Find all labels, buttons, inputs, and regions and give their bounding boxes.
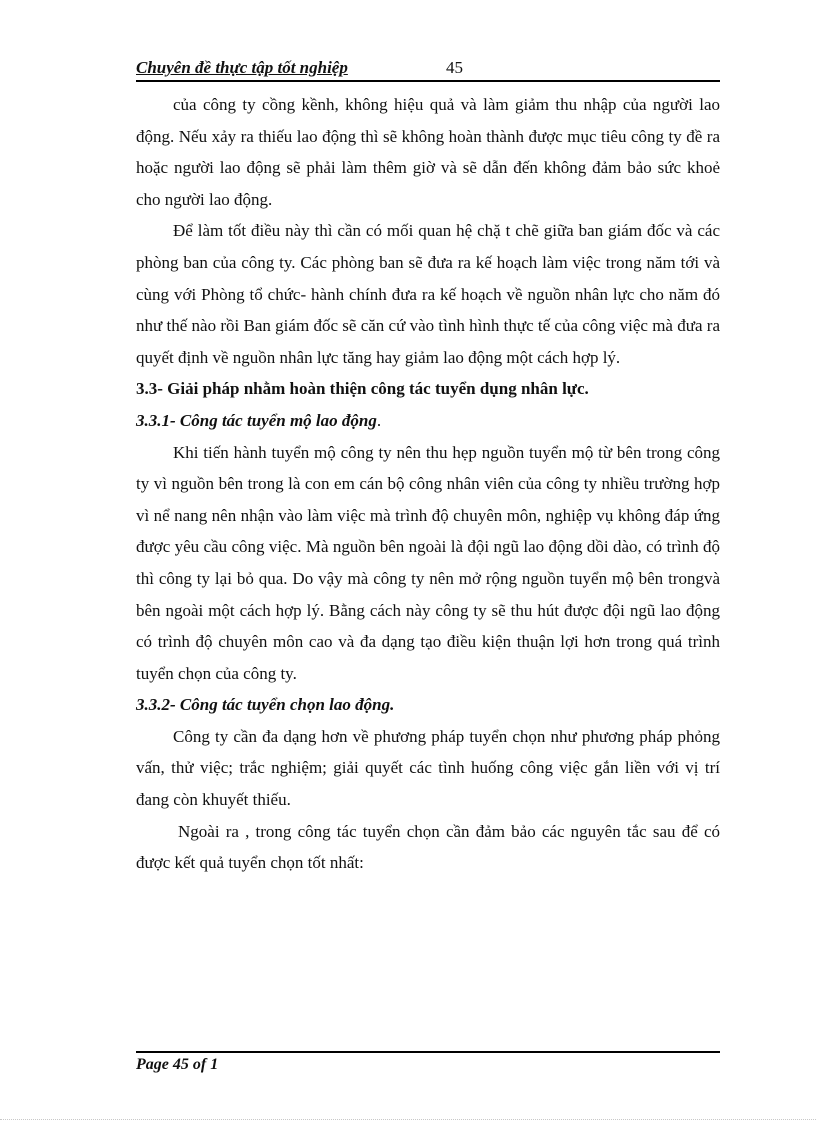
page-header: [136, 58, 720, 82]
footer-rule: [136, 1051, 720, 1053]
page-footer: Page 45 of 1: [136, 1056, 219, 1073]
paragraph-recruitment: Khi tiến hành tuyển mộ công ty nên thu hẹp nguồn tuyển mộ từ bên trong công ty vì nguồn bên trong là con em cán bộ công nhân viên của công ty nhiều trường hợp vì nể nang nên nhận vào làm việc mà trình độ chuyên môn, nghiệp vụ không đáp ứng được yêu cầu công việc. Mà nguồn bên ngoài là đội ngũ lao động dồi dào, có trình độ thì công ty lại bỏ qua. Do vậy mà công ty nên mở rộng nguồn tuyển mộ bên trongvà bên ngoài một cách hợp lý. Bằng cách này công ty sẽ thu hút được đội ngũ lao động có trình độ chuyên môn cao và đa dạng tạo điều kiện thuận lợi hơn trong quá trình tuyển chọn của công ty.: [136, 442, 720, 683]
paragraph-continuation: của công ty cồng kềnh, không hiệu quả và làm giảm thu nhập của người lao động. Nếu xảy ra thiếu lao động thì sẽ không hoàn thành được mục tiêu công ty đề ra hoặc người lao động sẽ phải làm thêm giờ và sẽ dẫn đến không đảm bảo sức khoẻ cho người lao động.: [136, 95, 720, 209]
subsection-heading-3-3-1: 3.3.1- Công tác tuyển mộ lao động: [136, 410, 377, 430]
paragraph-coordination: Để làm tốt điều này thì cần có mối quan hệ chặ t chẽ giữa ban giám đốc và các phòng ban của công ty. Các phòng ban sẽ đưa ra kế hoạch làm việc trong năm tới và cùng với Phòng tổ chức- hành chính đưa ra kế hoạch về nguồn nhân lực cho năm đó như thế nào rồi Ban giám đốc sẽ căn cứ vào tình hình thực tế của công việc mà đưa ra quyết định về nguồn nhân lực tăng hay giảm lao động một cách hợp lý.: [136, 221, 720, 367]
header-page-number: 45: [446, 58, 463, 77]
paragraph-selection-methods: Công ty cần đa dạng hơn về phương pháp tuyển chọn như phương pháp phỏng vấn, thử việc; trắc nghiệm; giải quyết các tình huống công việc gắn liền với vị trí đang còn khuyết thiếu.: [136, 726, 720, 810]
heading-period: .: [376, 410, 382, 430]
document-body: [136, 89, 720, 879]
section-heading-3-3: 3.3- Giải pháp nhằm hoàn thiện công tác tuyển dụng nhân lực.: [136, 379, 589, 399]
subsection-3-3-1: [136, 405, 720, 437]
page-edge-divider: [0, 1119, 816, 1120]
paragraph-selection-principles: Ngoài ra , trong công tác tuyển chọn cần đảm bảo các nguyên tắc sau để có được kết quả tuyển chọn tốt nhất:: [136, 821, 720, 873]
subsection-heading-3-3-2: 3.3.2- Công tác tuyển chọn lao động.: [136, 695, 395, 715]
document-title: Chuyên đề thực tập tốt nghiệp: [136, 58, 348, 77]
